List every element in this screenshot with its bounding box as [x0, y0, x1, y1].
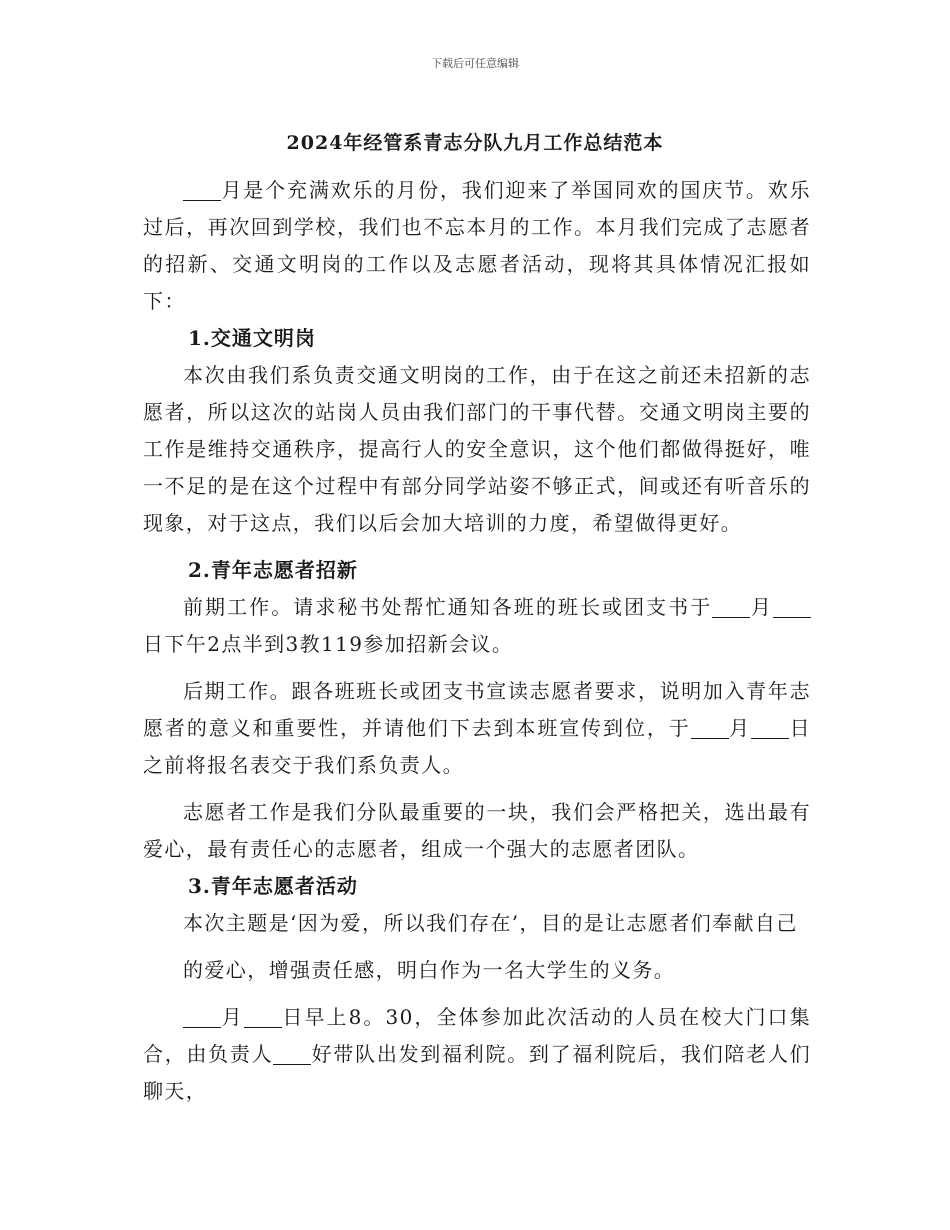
fill-in-blank: [183, 1005, 221, 1028]
recruitment-late-paragraph: 后期工作。跟各班班长或团支书宣读志愿者要求，说明加入青年志愿者的意义和重要性，并请他们下去到本班宣传到位，于 月 日之前将报名表交于我们系负责人。: [143, 679, 812, 777]
section-heading-activity: 3.青年志愿者活动: [188, 874, 358, 898]
section-heading-traffic: 1.交通文明岗: [188, 326, 316, 350]
traffic-paragraph: 本次由我们系负责交通文明岗的工作，由于在这之前还未招新的志愿者，所以这次的站岗人员由我们部门的干事代替。交通文明岗主要的工作是维持交通秩序，提高行人的安全意识，这个他们都做得挺好，唯一不足的是在这个过程中有部分同学站姿不够正式，间或还有听音乐的现象，对于这点，我们以后会加大培训的力度，希望做得更好。: [143, 363, 811, 535]
fill-in-blank: [691, 716, 729, 739]
recruitment-early-paragraph: 前期工作。请求秘书处帮忙通知各班的班长或团支书于 月日下午2点半到3教119参加招新会议。: [143, 589, 811, 663]
intro-paragraph: 月是个充满欢乐的月份，我们迎来了举国同欢的国庆节。欢乐过后，再次回到学校，我们也不忘本月的工作。本月我们完成了志愿者的招新、交通文明岗的工作以及志愿者活动，现将其具体情况汇报如下：: [143, 178, 811, 313]
fill-in-blank: [773, 595, 811, 618]
header-note: 下载后可任意编辑: [431, 57, 519, 70]
fill-in-blank: [183, 178, 221, 201]
fill-in-blank: [712, 595, 750, 618]
fill-in-blank: [244, 1005, 282, 1028]
section-heading-recruitment: 2.青年志愿者招新: [188, 558, 358, 582]
recruitment-summary-paragraph: 志愿者工作是我们分队最重要的一块，我们会严格把关，选出最有爱心，最有责任心的志愿者，组成一个强大的志愿者团队。: [143, 800, 811, 861]
activity-schedule-paragraph: 月 日早上8。30，全体参加此次活动的人员在校大门口集合，由负责人 好带队出发到福利院。到了福利院后，我们陪老人们聊天，: [143, 1005, 811, 1103]
fill-in-blank: [751, 716, 789, 739]
document-body: [143, 172, 811, 1110]
document-title: 2024年经管系青志分队九月工作总结范本: [286, 132, 664, 154]
fill-in-blank: [273, 1042, 311, 1065]
activity-purpose-paragraph: 的爱心，增强责任感，明白作为一名大学生的义务。: [183, 958, 676, 982]
activity-theme-paragraph: 本次主题是‘因为爱，所以我们存在’，目的是让志愿者们奉献自己: [183, 911, 798, 935]
